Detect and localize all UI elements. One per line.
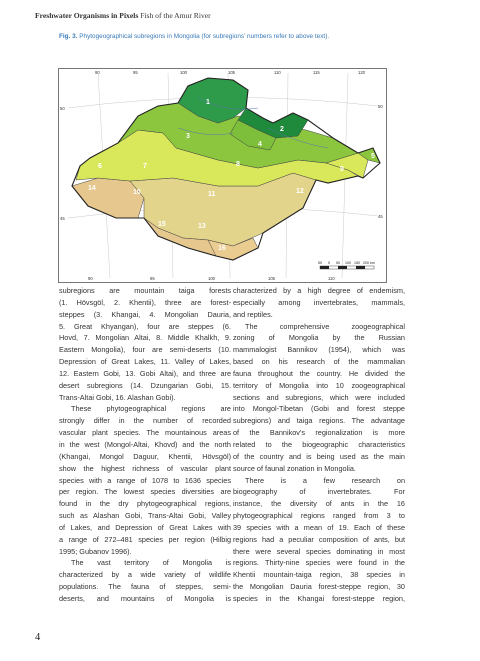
scale-tick: 50 [318,261,322,265]
right-tick: 45 [378,214,383,219]
text-line: 12. Eastern Gobi, 13. Gobi Altai), and three are [59,368,231,378]
top-tick: 100 [180,70,187,75]
header-book: Fish of the Amur River [140,11,211,20]
text-line: species in the Khangai forest-steppe region, [233,593,405,603]
caption-text: Phytogeographical subregions in Mongolia (for subregions’ numbers refer to above text). [79,33,330,40]
right-column [233,285,405,605]
subregion-map [58,68,387,283]
right-tick: 50 [378,104,383,109]
text-line: characterized by a high degree of endemism, [233,286,405,295]
text-line: zoning of Mongolia by the Russian [233,333,405,343]
text-line: sections and subregions, which were included [233,392,405,402]
text-line: The comprehensive zoogeographical [245,321,405,331]
text-line: characterized by a wide variety of wildlife [59,570,231,580]
bottom-tick: 95 [150,276,155,281]
region-number: 10 [133,189,141,196]
top-tick: 110 [274,70,281,75]
region-number: 2 [280,126,284,133]
text-line: the Mongolian Dauria forest-steppe region, 30 [233,582,405,592]
top-tick: 105 [228,70,235,75]
text-line: per region. The lowest species diversities are [59,487,231,497]
left-tick: 50 [60,106,65,111]
text-line: (Khangai, Mongol Daguur, Khentii, Hövsgöl) [59,451,231,461]
bottom-tick: 90 [88,276,93,281]
text-line: These phytogeographical regions are [71,404,231,414]
text-line: related to the biogeographic characteristics [233,439,405,449]
text-line: species with a range of 1078 to 1636 species [59,475,231,485]
text-line: phytogeographical regions ranged from 3 to [233,511,405,521]
text-line: subregions) and taiga regions. The advantage [233,416,405,426]
text-line: of Lakes, and Depression of Great Lakes with [59,522,231,532]
left-column [59,285,231,605]
text-line: deserts, and mountains of Mongolia is [59,593,231,603]
bottom-tick: 110 [328,276,335,281]
region-number: 8 [236,161,240,168]
scale-unit: km [370,261,375,265]
region-number: 6 [98,163,102,170]
region-number: 7 [143,163,147,170]
scale-tick: 200 [363,261,369,265]
region-number: 13 [198,223,206,230]
text-line: especially among invertebrates, mammals, [233,297,405,307]
scale-tick: 50 [336,261,340,265]
text-line: There is a few research on [245,475,405,485]
region-number: 9 [340,166,344,173]
left-tick: 45 [60,216,65,221]
region-number: 1 [206,99,210,106]
text-line: and reptiles. [233,309,273,319]
text-line: in the west (Mongol-Altai, Khovd) and the north [59,439,231,449]
top-tick: 115 [313,70,320,75]
text-line: desert subregions (14. Dzungarian Gobi, 15. [59,380,231,390]
running-header [35,11,211,20]
text-line: Depression of Great Lakes, 11. Valley of Lakes, [59,357,231,367]
text-line: biogeography of invertebrates. For [233,487,405,497]
region-number: 14 [88,185,96,192]
text-line: there were several species dominating in most [233,546,405,556]
text-line: (1. Hövsgöl, 2. Khentii), three are forest- [59,297,231,307]
scale-tick: 150 [354,261,360,265]
text-line: Trans-Altai Gobi, 16. Alashan Gobi). [59,392,176,402]
top-tick: 95 [133,70,138,75]
text-line: source of faunal zonation in Mongolia. [233,463,356,473]
text-line: show the highest richness of vascular plant [59,463,231,473]
header-series: Freshwater Organisms in Pixels [35,11,139,20]
scale-tick: 0 [328,261,330,265]
region-number: 11 [208,191,216,198]
region-number: 12 [296,188,304,195]
text-line: into Mongol-Tibetan (Gobi and forest steppe [233,404,405,414]
bottom-tick: 105 [268,276,275,281]
region-number: 4 [258,141,262,148]
text-line: such as Alashan Gobi, Trans-Altai Gobi, Valley [59,511,231,521]
text-line: instance, the diversity of ants in the 16 [233,499,405,509]
region-number: 3 [186,133,190,140]
bottom-tick: 100 [208,276,215,281]
text-line: The vast territory of Mongolia is [71,558,231,568]
figure-caption [59,33,329,40]
text-line: Hovd, 7. Mongolian Altai, 8. Middle Khalkh, 9. [59,333,231,343]
text-line: subregions are mountain taiga forests [59,286,231,295]
text-line: strongly differ in the number of recorded [59,416,231,426]
text-line: territory of Mongolia into 10 zoogeographical [233,380,405,390]
text-line: based on his research of the mammalian [233,357,405,367]
region-number: 15 [158,221,166,228]
text-line: 1995; Gubanov 1996). [59,546,132,556]
top-tick: 120 [358,70,365,75]
scale-tick: 100 [345,261,351,265]
text-line: fauna throughout the country. He divided the [233,368,405,378]
text-line: found in the dry phytogeographical regions, [59,499,231,509]
text-line: a range of 272–481 species per region (Hilbig [59,534,231,544]
text-line: Khentii mountain-taiga region, 38 species in [233,570,405,580]
region-number: 5 [371,153,375,160]
text-line: of the Bannikov's regionalization is more [233,428,405,438]
top-tick: 90 [95,70,100,75]
text-line: populations. The fauna of steppes, semi- [59,582,231,592]
region-number: 16 [218,245,226,252]
text-line: mammalogist Bannikov (1954), which was [233,345,405,355]
text-line: steppes (3. Khangai, 4. Mongolian Dauria, [59,309,231,319]
text-line: Eastern Mongolia), four are semi-deserts (10. [59,345,231,355]
text-line: 39 species with a mean of 19. Each of these [233,522,405,532]
text-line: regions. Thirty-nine species were found in the [233,558,405,568]
text-line: regions had a peculiar composition of ants, but [233,534,405,544]
text-line: 5. Great Khyangan), four are steppes (6. [59,321,231,331]
page-number: 4 [35,632,41,643]
caption-label: Fig. 3. [59,33,78,40]
text-line: of the country and is being used as the main [233,451,405,461]
text-line: vascular plant species. The mountainous areas [59,428,231,438]
